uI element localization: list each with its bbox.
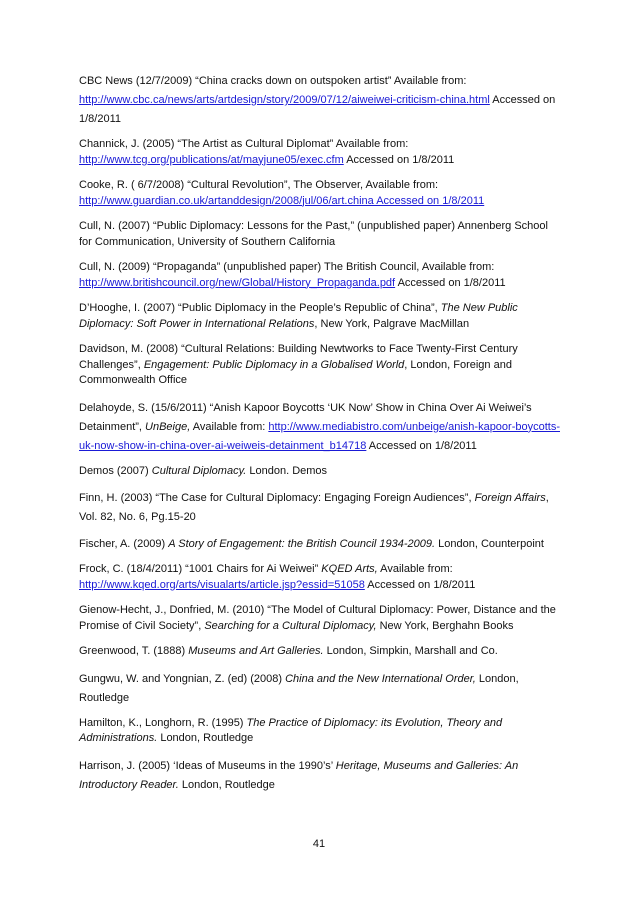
reference-entry-frock — [79, 562, 561, 593]
reference-entry-hamilton — [79, 716, 561, 747]
reference-text: Gienow-Hecht, J., Donfried, M. (2010) “The Model of Cultural Diplomacy: Power, Distance and the Promise of Civil Society”, — [79, 604, 556, 632]
reference-text: Cull, N. (2009) “Propaganda” (unpublished paper) The British Council, Available from: — [79, 261, 495, 273]
reference-text: Accessed on 1/8/2011 — [79, 94, 556, 125]
reference-text: Channick, J. (2005) “The Artist as Cultural Diplomat” Available from: — [79, 138, 409, 150]
reference-link[interactable]: http://www.tcg.org/publications/at/mayjune05/exec.cfm — [79, 153, 344, 166]
reference-text: London, Counterpoint — [435, 538, 544, 550]
reference-text: Accessed on 1/8/2011 — [395, 276, 506, 289]
reference-entry-delahoyde — [79, 399, 561, 456]
reference-text: London. Demos — [246, 464, 328, 477]
reference-text: Fischer, A. (2009) — [79, 538, 169, 550]
reference-title: Engagement: Public Diplomacy in a Globalised World — [143, 358, 405, 371]
reference-title: The Practice of Diplomacy: its Evolution, Theory and Administrations. — [79, 716, 503, 744]
reference-title: Searching for a Cultural Diplomacy, — [204, 619, 377, 632]
reference-title: Foreign Affairs — [474, 492, 546, 504]
reference-entry-cull2009 — [79, 260, 561, 291]
reference-text: Harrison, J. (2005) ‘Ideas of Museums in the 1990’s’ — [79, 759, 336, 772]
reference-text: Hamilton, K., Longhorn, R. (1995) — [79, 716, 247, 729]
reference-title: Heritage, Museums and Galleries: An Introductory Reader. — [79, 759, 519, 791]
reference-title: The New Public Diplomacy: Soft Power in International Relations — [79, 302, 518, 330]
reference-title: A Story of Engagement: the British Council 1934-2009. — [168, 538, 436, 550]
reference-text: London, Routledge — [178, 778, 275, 791]
reference-text: Accessed on 1/8/2011 — [366, 439, 477, 452]
reference-text: Accessed on 1/8/2011 — [364, 578, 476, 591]
reference-link[interactable]: http://www.guardian.co.uk/artanddesign/2008/jul/06/art.china Accessed on 1/8/2011 — [79, 194, 485, 207]
reference-entry-dhooghe — [79, 301, 561, 332]
reference-list — [79, 72, 561, 803]
reference-link[interactable]: http://www.mediabistro.com/unbeige/anish-kapoor-boycotts-uk-now-show-in-china-over-ai-weiweis-detainment_b14718 — [79, 420, 560, 452]
reference-entry-cull2007 — [79, 219, 561, 250]
reference-text: D’Hooghe, I. (2007) “Public Diplomacy in the People’s Republic of China”, — [79, 302, 441, 314]
reference-text: Delahoyde, S. (15/6/2011) “Anish Kapoor Boycotts ‘UK Now’ Show in China Over Ai Weiwei’s Detainment”, — [79, 401, 532, 433]
reference-text: New York, Berghahn Books — [376, 619, 514, 632]
reference-title: China and the New International Order, — [285, 672, 476, 685]
reference-text: , London, Foreign and Commonwealth Office — [79, 358, 512, 386]
reference-entry-cooke — [79, 178, 561, 209]
reference-entry-finn — [79, 489, 561, 527]
reference-text: , New York, Palgrave MacMillan — [314, 317, 470, 330]
reference-entry-davidson — [79, 342, 561, 389]
reference-link[interactable]: http://www.britishcouncil.org/new/Global/History_Propaganda.pdf — [79, 276, 396, 289]
reference-entry-gungwu — [79, 670, 561, 708]
reference-text: CBC News (12/7/2009) “China cracks down on outspoken artist” Available from: — [79, 75, 467, 87]
reference-text: Davidson, M. (2008) “Cultural Relations: Building Newtworks to Face Twenty-First Century Challenges”, — [79, 343, 518, 371]
reference-text: London, Routledge — [157, 732, 254, 744]
reference-text: , Vol. 82, No. 6, Pg.15-20 — [79, 492, 549, 523]
reference-link[interactable]: http://www.kqed.org/arts/visualarts/article.jsp?essid=51058 — [79, 578, 365, 591]
reference-text: Finn, H. (2003) “The Case for Cultural Diplomacy: Engaging Foreign Audiences”, — [79, 492, 475, 504]
reference-text: Cooke, R. ( 6/7/2008) “Cultural Revolution”, The Observer, Available from: — [79, 179, 439, 191]
reference-text: Cull, N. (2007) “Public Diplomacy: Lessons for the Past,” (unpublished paper) Annenberg School for Communication, University of Southern California — [79, 220, 548, 248]
reference-text: Greenwood, T. (1888) — [79, 645, 189, 657]
reference-entry-demos — [79, 464, 561, 480]
reference-text: London, Routledge — [79, 672, 519, 704]
reference-entry-harrison — [79, 757, 561, 795]
reference-link[interactable]: http://www.cbc.ca/news/arts/artdesign/story/2009/07/12/aiweiwei-criticism-china.html — [79, 94, 490, 106]
reference-title: KQED Arts, — [321, 563, 378, 575]
reference-text: Available from: — [190, 420, 269, 433]
reference-entry-gienow — [79, 603, 561, 634]
reference-entry-fischer — [79, 535, 561, 554]
reference-entry-channick — [79, 137, 561, 168]
reference-entry-cbc — [79, 72, 561, 129]
reference-title: UnBeige, — [145, 420, 191, 433]
reference-text: London, Simpkin, Marshall and Co. — [323, 645, 498, 657]
reference-entry-greenwood — [79, 644, 561, 660]
reference-text: Available from: — [377, 563, 453, 575]
reference-title: Cultural Diplomacy. — [151, 464, 247, 477]
page-number: 41 — [312, 838, 326, 850]
reference-text: Accessed on 1/8/2011 — [343, 153, 455, 166]
reference-text: Demos (2007) — [79, 464, 152, 477]
reference-text: Gungwu, W. and Yongnian, Z. (ed) (2008) — [79, 672, 286, 685]
reference-text: Frock, C. (18/4/2011) “1001 Chairs for Ai Weiwei” — [79, 563, 322, 575]
reference-title: Museums and Art Galleries. — [188, 645, 324, 657]
